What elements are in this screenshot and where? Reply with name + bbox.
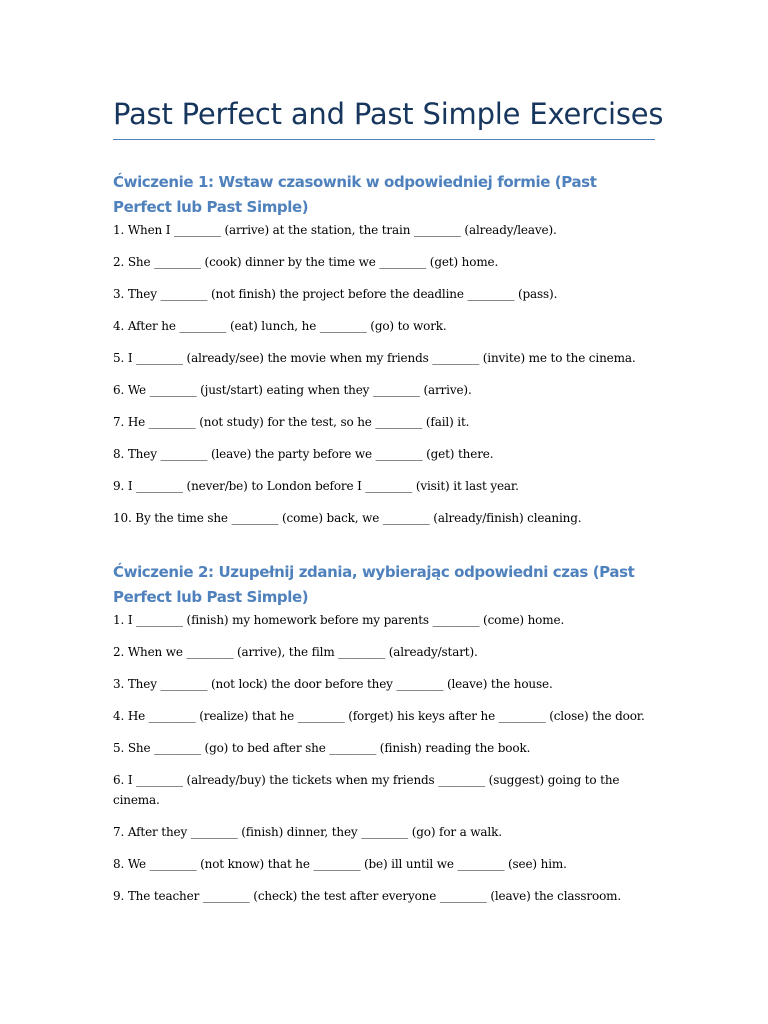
page-title: Past Perfect and Past Simple Exercises [113, 97, 664, 131]
exercise-item: 9. The teacher ________ (check) the test after everyone ________ (leave) the classroom. [113, 889, 622, 903]
title-divider [113, 139, 655, 140]
exercise-item: 8. We ________ (not know) that he ________ (be) ill until we ________ (see) him. [113, 857, 567, 871]
exercise-item: 3. They ________ (not lock) the door before they ________ (leave) the house. [113, 677, 553, 691]
exercise-list [113, 610, 658, 906]
exercise-item: 2. When we ________ (arrive), the film ________ (already/start). [113, 645, 478, 659]
exercise-item: 10. By the time she ________ (come) back, we ________ (already/finish) cleaning. [113, 511, 582, 525]
exercise-item: 5. She ________ (go) to bed after she ________ (finish) reading the book. [113, 741, 531, 755]
exercise-item: 1. I ________ (finish) my homework before my parents ________ (come) home. [113, 613, 565, 627]
exercise-item: 4. He ________ (realize) that he ________ (forget) his keys after he ________ (close) the door. [113, 709, 645, 723]
section-heading: Ćwiczenie 1: Wstaw czasownik w odpowiedniej formie (Past Perfect lub Past Simple) [113, 173, 597, 216]
exercise-item: 2. She ________ (cook) dinner by the time we ________ (get) home. [113, 255, 499, 269]
exercise-item: 9. I ________ (never/be) to London before I ________ (visit) it last year. [113, 479, 519, 493]
exercise-section-1 [113, 170, 658, 540]
exercise-item: 6. I ________ (already/buy) the tickets when my friends ________ (suggest) going to the cinema. [113, 773, 620, 807]
exercise-section-2 [113, 560, 658, 918]
exercise-item: 7. After they ________ (finish) dinner, they ________ (go) for a walk. [113, 825, 502, 839]
exercise-item: 1. When I ________ (arrive) at the station, the train ________ (already/leave). [113, 223, 557, 237]
exercise-item: 4. After he ________ (eat) lunch, he ________ (go) to work. [113, 319, 447, 333]
section-heading: Ćwiczenie 2: Uzupełnij zdania, wybierając odpowiedni czas (Past Perfect lub Past Simple) [113, 563, 635, 606]
exercise-item: 7. He ________ (not study) for the test, so he ________ (fail) it. [113, 415, 470, 429]
exercise-item: 3. They ________ (not finish) the project before the deadline ________ (pass). [113, 287, 558, 301]
exercise-item: 6. We ________ (just/start) eating when they ________ (arrive). [113, 383, 472, 397]
exercise-list [113, 220, 658, 528]
exercise-item: 8. They ________ (leave) the party before we ________ (get) there. [113, 447, 494, 461]
exercise-item: 5. I ________ (already/see) the movie when my friends ________ (invite) me to the cinema. [113, 351, 636, 365]
